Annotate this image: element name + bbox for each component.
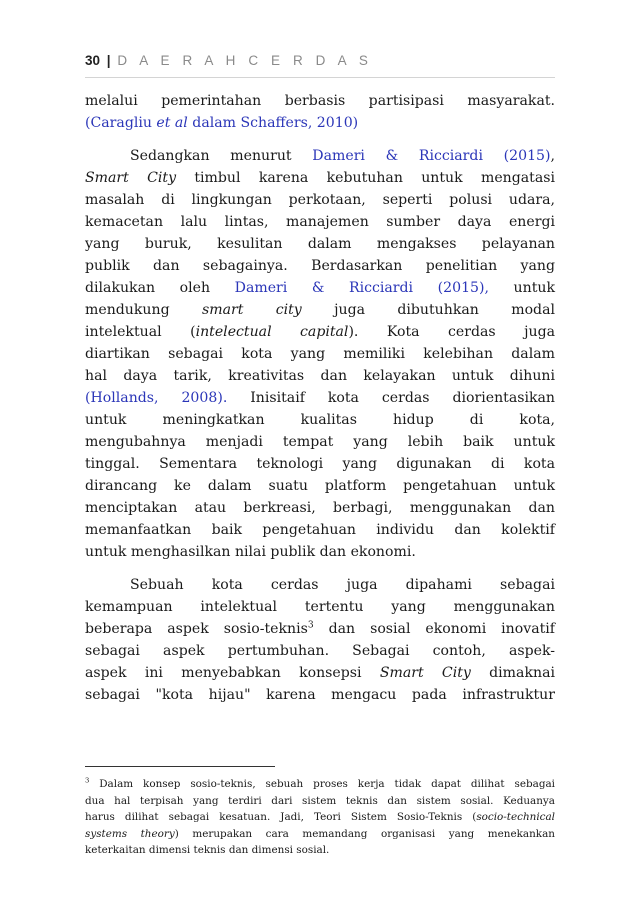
text-run: , xyxy=(550,148,555,164)
text-line xyxy=(85,574,555,596)
text-line xyxy=(85,233,555,255)
citation: dalam Schaffers, 2010) xyxy=(187,115,359,131)
citation: Dameri & Ricciardi (2015) xyxy=(312,148,551,164)
text-run: Sedangkan menurut xyxy=(130,148,313,164)
text-run: melalui pemerintahan berbasis partisipasi masyarakat. xyxy=(85,93,555,109)
text-line xyxy=(85,145,555,167)
text-line xyxy=(85,684,555,706)
text-line xyxy=(85,343,555,365)
text-run: keterkaitan dimensi teknis dan dimensi sosial. xyxy=(85,844,330,857)
text-run: publik dan sebagainya. Berdasarkan penelitian yang xyxy=(85,258,555,274)
text-line xyxy=(85,90,555,112)
text-run: yang buruk, kesulitan dalam mengakses pelayanan xyxy=(85,236,555,252)
text-line xyxy=(85,640,555,662)
citation: Dameri & Ricciardi (2015), xyxy=(234,280,489,296)
paragraph-gap xyxy=(85,134,555,145)
text-run: untuk xyxy=(488,280,555,296)
text-run: intelectual capital xyxy=(195,324,349,340)
text-run: menciptakan atau berkreasi, berbagi, menggunakan dan xyxy=(85,500,555,516)
text-line xyxy=(85,255,555,277)
text-run: kemampuan intelektual tertentu yang menggunakan xyxy=(85,599,555,615)
text-line xyxy=(85,596,555,618)
footnote-line xyxy=(85,826,555,843)
footnote-rule xyxy=(85,766,275,767)
text-run: Inisitaif kota cerdas diorientasikan xyxy=(227,390,555,406)
text-run: juga dibutuhkan modal xyxy=(301,302,555,318)
footnote-ref: 3 xyxy=(85,776,90,785)
text-line xyxy=(85,211,555,233)
footnote-ref: 3 xyxy=(307,619,314,631)
footnote-line xyxy=(85,809,555,826)
text-run: dilakukan oleh xyxy=(85,280,235,296)
page-header xyxy=(85,53,555,78)
text-line xyxy=(85,453,555,475)
text-run: timbul karena kebutuhan untuk mengatasi xyxy=(176,170,555,186)
text-line xyxy=(85,475,555,497)
text-run: harus dilihat sebagai kesatuan. Jadi, Teori Sistem Sosio-Teknis ( xyxy=(85,811,477,824)
citation: (Hollands, 2008). xyxy=(85,390,228,406)
text-line xyxy=(85,618,555,640)
text-run: Dalam konsep sosio-teknis, sebuah proses kerja tidak dapat dilihat sebagai xyxy=(89,778,555,790)
book-title: D A E R A H C E R D A S xyxy=(117,53,373,68)
paragraph xyxy=(85,145,555,563)
footnote-line xyxy=(85,776,555,793)
text-run: kemacetan lalu lintas, manajemen sumber daya energi xyxy=(85,214,555,230)
text-line xyxy=(85,112,555,134)
body-text xyxy=(85,90,555,706)
text-run: socio-technical xyxy=(476,811,555,824)
text-line xyxy=(85,167,555,189)
text-run: ) merupakan cara memandang organisasi yang menekankan xyxy=(174,827,555,840)
text-run: ). Kota cerdas juga xyxy=(348,324,555,340)
text-run: beberapa aspek sosio-teknis xyxy=(85,621,308,637)
text-run: aspek ini menyebabkan konsepsi xyxy=(85,665,380,681)
text-run: smart city xyxy=(201,302,302,318)
text-run: sebagai aspek pertumbuhan. Sebagai contoh, aspek- xyxy=(85,643,555,659)
text-run: dirancang ke dalam suatu platform pengetahuan untuk xyxy=(85,478,555,494)
text-line xyxy=(85,497,555,519)
text-run: memanfaatkan baik pengetahuan individu dan kolektif xyxy=(85,522,555,538)
text-run: tinggal. Sementara teknologi yang digunakan di kota xyxy=(85,456,555,472)
paragraph-gap xyxy=(85,563,555,574)
citation: et al xyxy=(156,115,188,131)
text-line xyxy=(85,189,555,211)
text-run: hal daya tarik, kreativitas dan kelayakan untuk dihuni xyxy=(85,368,555,384)
text-run: untuk menghasilkan nilai publik dan ekonomi. xyxy=(85,544,416,560)
text-run: untuk meningkatkan kualitas hidup di kota, xyxy=(85,412,555,428)
paragraph xyxy=(85,574,555,706)
citation: (Caragliu xyxy=(85,115,157,131)
text-line xyxy=(85,321,555,343)
header-separator: | xyxy=(106,53,111,68)
text-line xyxy=(85,365,555,387)
text-line xyxy=(85,662,555,684)
paragraph xyxy=(85,90,555,134)
footnote xyxy=(85,776,555,859)
footnote-line xyxy=(85,793,555,810)
text-run: masalah di lingkungan perkotaan, seperti polusi udara, xyxy=(85,192,555,208)
text-run: Smart City xyxy=(379,665,471,681)
footnote-line xyxy=(85,842,555,859)
text-line xyxy=(85,299,555,321)
text-run: mengubahnya menjadi tempat yang lebih baik untuk xyxy=(85,434,555,450)
page-number: 30 xyxy=(85,53,101,68)
text-run: intelektual ( xyxy=(85,324,196,340)
text-run: dimaknai xyxy=(470,665,555,681)
text-run: dua hal terpisah yang terdiri dari sistem teknis dan sistem sosial. Keduanya xyxy=(85,794,555,807)
text-run: sebagai "kota hijau" karena mengacu pada infrastruktur xyxy=(85,687,555,703)
text-line xyxy=(85,431,555,453)
text-run: Smart City xyxy=(85,170,177,186)
text-run: dan sosial ekonomi inovatif xyxy=(313,621,555,637)
text-line xyxy=(85,519,555,541)
text-run: systems theory xyxy=(85,827,175,840)
text-run: Sebuah kota cerdas juga dipahami sebagai xyxy=(130,577,555,593)
text-line xyxy=(85,387,555,409)
text-line xyxy=(85,409,555,431)
text-run: mendukung xyxy=(85,302,202,318)
text-run: diartikan sebagai kota yang memiliki kelebihan dalam xyxy=(85,346,555,362)
text-line xyxy=(85,277,555,299)
text-line xyxy=(85,541,555,563)
